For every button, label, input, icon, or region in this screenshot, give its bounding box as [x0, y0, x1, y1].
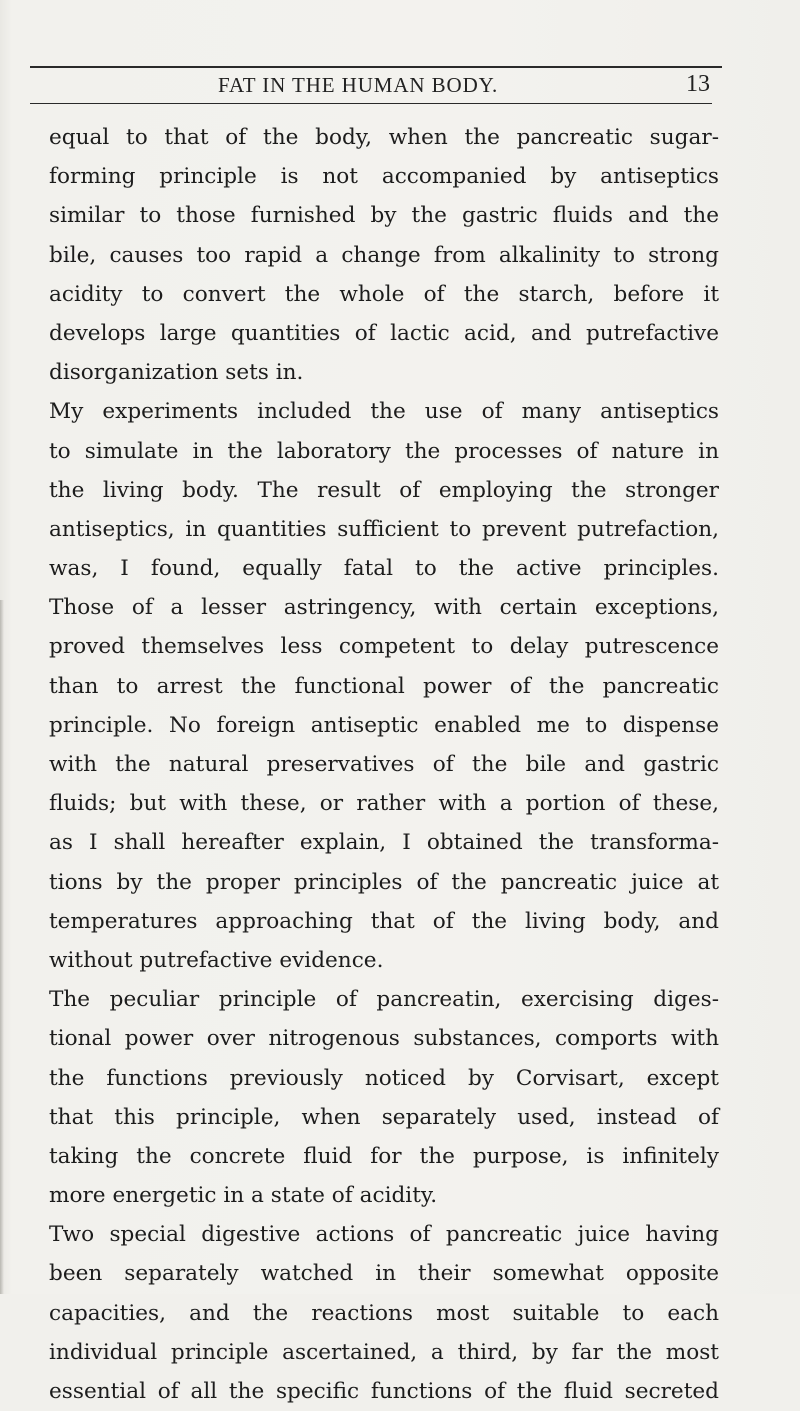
text-line: individual principle ascertained, a third, by far the most	[49, 1339, 719, 1365]
text-line: that this principle, when separately used, instead of	[49, 1104, 719, 1130]
text-line: was, I found, equally fatal to the active principles.	[49, 556, 719, 582]
text-line: develops large quantities of lactic acid, and putrefactive	[49, 320, 719, 346]
running-title: FAT IN THE HUMAN BODY.	[218, 73, 499, 97]
text-line: temperatures approaching that of the living body, and	[49, 908, 719, 934]
text-line: taking the concrete fluid for the purpose, is infinitely	[49, 1143, 719, 1169]
text-line: The peculiar principle of pancreatin, exercising diges-	[49, 987, 719, 1013]
text-line: to simulate in the laboratory the processes of nature in	[49, 438, 719, 464]
text-line: similar to those furnished by the gastric fluids and the	[49, 203, 719, 229]
text-line: Two special digestive actions of pancreatic juice having	[49, 1222, 719, 1248]
body-text	[49, 118, 719, 1411]
page-number: 13	[686, 71, 710, 97]
running-head	[0, 67, 800, 101]
text-line: essential of all the specific functions of the fluid secreted	[49, 1379, 719, 1404]
text-line: than to arrest the functional power of the pancreatic	[49, 673, 719, 699]
text-line: proved themselves less competent to delay putrescence	[49, 634, 719, 660]
header-rule-bottom	[30, 103, 712, 104]
text-line: the living body. The result of employing the stronger	[49, 477, 719, 503]
text-line: disorganization sets in.	[49, 360, 304, 386]
text-line: the functions previously noticed by Corvisart, except	[49, 1065, 719, 1091]
text-line: My experiments included the use of many antiseptics	[49, 399, 719, 425]
text-line: forming principle is not accompanied by antiseptics	[49, 164, 719, 190]
text-line: capacities, and the reactions most suitable to each	[49, 1300, 719, 1326]
text-line: tional power over nitrogenous substances, comports with	[49, 1026, 719, 1052]
text-line: as I shall hereafter explain, I obtained the transforma-	[49, 830, 719, 856]
text-line: antiseptics, in quantities sufficient to prevent putrefaction,	[49, 516, 719, 542]
text-line: acidity to convert the whole of the starch, before it	[49, 281, 719, 307]
text-line: more energetic in a state of acidity.	[49, 1183, 438, 1209]
text-line: bile, causes too rapid a change from alkalinity to strong	[49, 242, 719, 268]
text-line: without putrefactive evidence.	[49, 947, 384, 973]
text-line: with the natural preservatives of the bile and gastric	[49, 752, 719, 777]
text-line: principle. No foreign antiseptic enabled me to dispense	[49, 712, 719, 738]
text-line: fluids; but with these, or rather with a portion of these,	[49, 791, 719, 817]
text-line: Those of a lesser astringency, with certain exceptions,	[49, 595, 719, 621]
page-edge-shadow	[0, 600, 4, 1294]
text-line: equal to that of the body, when the pancreatic sugar-	[49, 125, 719, 150]
text-line: been separately watched in their somewhat opposite	[49, 1261, 719, 1287]
text-line: tions by the proper principles of the pancreatic juice at	[49, 869, 719, 895]
